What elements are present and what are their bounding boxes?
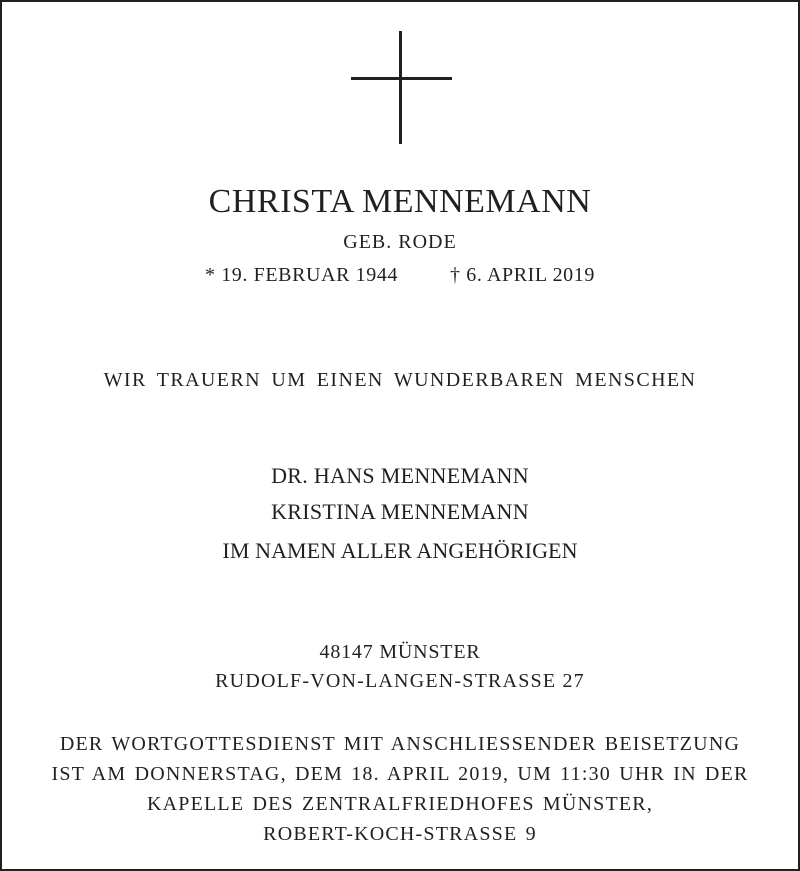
signatory-1: DR. HANS MENNEMANN [271, 463, 529, 488]
address-city: 48147 MÜNSTER [319, 641, 481, 663]
birth-name: GEB. RODE [343, 231, 457, 253]
address-street: RUDOLF-VON-LANGEN-STRASSE 27 [215, 670, 585, 692]
service-line-2: IST AM DONNERSTAG, DEM 18. APRIL 2019, UM 11:30 UHR IN DER [51, 763, 749, 785]
death-date: † 6. APRIL 2019 [450, 264, 595, 286]
deceased-name: CHRISTA MENNEMANN [208, 183, 592, 220]
service-line-3: KAPELLE DES ZENTRALFRIEDHOFES MÜNSTER, [146, 793, 654, 815]
service-line-1: DER WORTGOTTESDIENST MIT ANSCHLIESSENDER BEISETZUNG [59, 733, 741, 755]
service-line-4: ROBERT-KOCH-STRASSE 9 [263, 823, 537, 845]
mourning-line: WIR TRAUERN UM EINEN WUNDERBAREN MENSCHEN [103, 369, 697, 391]
birth-date: * 19. FEBRUAR 1944 [205, 264, 399, 286]
cross-icon [351, 31, 452, 144]
life-dates [0, 265, 800, 285]
signatory-2: KRISTINA MENNEMANN [271, 499, 529, 524]
cross-vertical-bar [399, 31, 402, 144]
signatory-3: IM NAMEN ALLER ANGEHÖRIGEN [222, 538, 578, 563]
cross-horizontal-bar [351, 77, 452, 80]
